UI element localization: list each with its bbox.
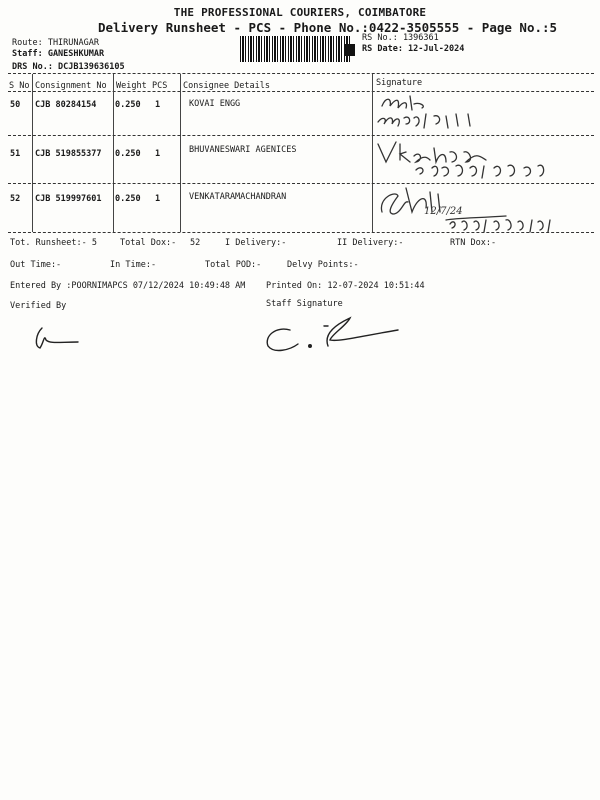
row-weight: 0.250 <box>115 194 141 204</box>
i-delivery: I Delivery:- <box>225 238 287 248</box>
col-divider <box>113 74 114 232</box>
row-consignee: VENKATARAMACHANDRAN <box>189 192 287 202</box>
printed-on: Printed On: 12-07-2024 10:51:44 <box>266 281 425 291</box>
col-header-sno: S No <box>9 81 30 91</box>
row-consignment: CJB 519855377 <box>35 149 102 159</box>
row-sno: 51 <box>10 149 21 159</box>
handwritten-signature <box>446 214 556 238</box>
staff-signature-label: Staff Signature <box>266 299 343 309</box>
row-pcs: 1 <box>155 100 161 110</box>
row-weight: 0.250 <box>115 149 141 159</box>
drs-number: DRS No.: DCJB139636105 <box>12 62 125 72</box>
handwritten-signature <box>376 92 516 138</box>
row-pcs: 1 <box>155 194 161 204</box>
total-dox-label: Total Dox:- <box>120 238 177 248</box>
verified-by-label: Verified By <box>10 301 67 311</box>
row-sno: 50 <box>10 100 21 110</box>
row-consignee: BHUVANESWARI AGENICES <box>189 145 297 155</box>
col-divider <box>180 74 181 232</box>
route-label: Route: THIRUNAGAR <box>12 38 99 48</box>
table-top-rule <box>8 73 594 74</box>
handwritten-date: 12/7/24 <box>424 206 463 217</box>
row-consignment: CJB 80284154 <box>35 100 97 110</box>
company-title: THE PROFESSIONAL COURIERS, COIMBATORE <box>173 6 427 19</box>
verifier-signature <box>30 324 100 358</box>
ii-delivery: II Delivery:- <box>337 238 404 248</box>
staff-label: Staff: GANESHKUMAR <box>12 49 105 59</box>
staff-signature <box>262 312 402 360</box>
row-consignment: CJB 519997601 <box>35 194 102 204</box>
entered-by: Entered By :POORNIMAPCS 07/12/2024 10:49:48 AM <box>10 281 246 291</box>
row-pcs: 1 <box>155 149 161 159</box>
col-divider <box>32 74 33 232</box>
barcode <box>240 36 350 62</box>
runsheet-subtitle: Delivery Runsheet - PCS - Phone No.:0422-3505555 - Page No.:5 <box>98 20 558 35</box>
col-header-pcs: PCS <box>152 81 168 91</box>
col-divider <box>372 74 373 232</box>
total-pod: Total POD:- <box>205 260 262 270</box>
row-weight: 0.250 <box>115 100 141 110</box>
rtn-dox: RTN Dox:- <box>450 238 497 248</box>
total-dox-value: 52 <box>190 238 201 248</box>
col-header-signature: Signature <box>376 78 423 88</box>
tot-runsheet: Tot. Runsheet:- 5 <box>10 238 97 248</box>
barcode-tail <box>345 44 355 56</box>
handwritten-signature <box>376 138 576 184</box>
delvy-points: Delvy Points:- <box>287 260 359 270</box>
rs-number: RS No.: 1396361 <box>362 33 439 43</box>
col-header-consignee: Consignee Details <box>183 81 270 91</box>
col-header-weight: Weight <box>116 81 147 91</box>
row-consignee: KOVAI ENGG <box>189 99 241 109</box>
rs-date: RS Date: 12-Jul-2024 <box>362 44 465 54</box>
row-sno: 52 <box>10 194 21 204</box>
col-header-consignment: Consignment No <box>35 81 107 91</box>
in-time: In Time:- <box>110 260 157 270</box>
out-time: Out Time:- <box>10 260 62 270</box>
